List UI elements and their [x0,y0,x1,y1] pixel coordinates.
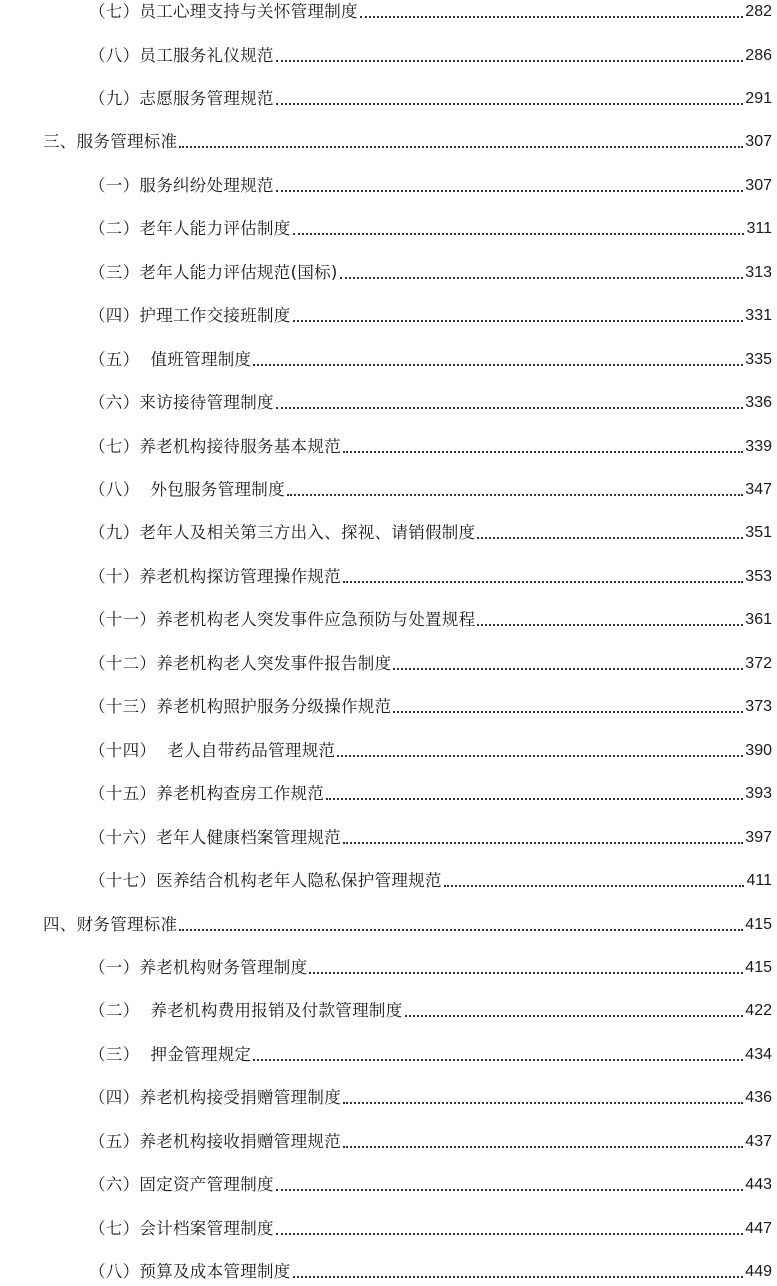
toc-dot-leader [287,494,743,496]
toc-page-number: 415 [745,958,772,976]
toc-entry-title: （九）老年人及相关第三方出入、探视、请销假制度 [89,523,476,543]
toc-subsection-entry [89,37,772,67]
toc-dot-leader [343,581,743,583]
toc-dot-leader [343,1102,743,1104]
toc-page-number: 347 [745,481,772,498]
toc-subsection-entry [89,428,772,458]
toc-entry-title: （十）养老机构探访管理操作规范 [89,566,341,586]
toc-dot-leader [340,277,744,279]
toc-entry-title: 四、财务管理标准 [43,914,178,934]
toc-subsection-entry [89,992,772,1022]
toc-subsection-entry [89,341,772,371]
toc-subsection-entry [89,0,772,23]
toc-page-number: 361 [745,611,772,629]
toc-entry-title: （四）护理工作交接班制度 [89,306,291,326]
toc-entry-title: （一）养老机构财务管理制度 [89,957,308,977]
toc-entry-title: （五） 值班管理制度 [89,349,252,369]
toc-page-number: 390 [745,741,772,759]
toc-dot-leader [337,755,743,757]
toc-entry-title: （六）来访接待管理制度 [89,393,274,413]
toc-entry-title: （九）志愿服务管理规范 [89,88,274,108]
toc-subsection-entry [89,1166,772,1196]
toc-entry-title: （十六）老年人健康档案管理规范 [89,827,341,847]
toc-subsection-entry [89,1036,772,1066]
toc-subsection-entry [89,1253,772,1283]
toc-page-number: 282 [745,3,772,20]
toc-subsection-entry [89,1210,772,1240]
toc-subsection-entry [89,297,772,327]
toc-entry-title: （十一）养老机构老人突发事件应急预防与处置规程 [89,610,476,630]
toc-page-number: 447 [745,1219,772,1237]
toc-entry-title: （七）会计档案管理制度 [89,1218,274,1238]
toc-subsection-entry [89,732,772,762]
toc-entry-title: （七）养老机构接待服务基本规范 [89,436,341,456]
toc-subsection-entry [89,949,772,979]
toc-page-number: 331 [745,307,772,325]
toc-subsection-entry [89,1123,772,1153]
toc-dot-leader [179,146,743,148]
toc-subsection-entry [89,80,772,110]
toc-section-entry [43,906,772,936]
toc-subsection-entry [89,775,772,805]
toc-page-number: 437 [745,1132,772,1150]
toc-dot-leader [179,929,743,931]
toc-page-number: 443 [745,1176,772,1194]
toc-page-number: 397 [745,828,772,846]
toc-subsection-entry [89,862,772,892]
toc-subsection-entry [89,558,772,588]
toc-subsection-entry [89,601,772,631]
toc-page-number: 393 [745,785,772,803]
toc-dot-leader [343,842,743,844]
toc-subsection-entry [89,167,772,197]
toc-page-number: 307 [745,133,772,151]
toc-page-number: 372 [745,654,772,672]
toc-dot-leader [343,1146,743,1148]
toc-page-number: 436 [745,1089,772,1107]
toc-subsection-entry [89,819,772,849]
toc-entry-title: 三、服务管理标准 [43,132,178,152]
toc-entry-title: （六）固定资产管理制度 [89,1175,274,1195]
toc-entry-title: （三） 押金管理规定 [89,1044,252,1064]
toc-page-number: 286 [745,46,772,64]
toc-dot-leader [293,233,745,235]
toc-dot-leader [405,1015,744,1017]
toc-dot-leader [444,885,745,887]
toc-dot-leader [293,1276,744,1278]
toc-subsection-entry [89,688,772,718]
toc-dot-leader [477,537,743,539]
toc-subsection-entry [89,210,772,240]
toc-page-number: 449 [745,1263,772,1281]
toc-entry-title: （十七）医养结合机构老年人隐私保护管理规范 [89,871,442,890]
toc-section-entry [43,123,772,153]
toc-entry-title: （四）养老机构接受捐赠管理制度 [89,1088,341,1108]
toc-entry-title: （十二）养老机构老人突发事件报告制度 [89,653,392,673]
toc-page-number: 373 [745,698,772,716]
toc-dot-leader [276,60,743,62]
toc-dot-leader [343,451,743,453]
toc-dot-leader [253,364,743,366]
toc-page-number: 339 [745,437,772,455]
toc-dot-leader [276,103,743,105]
toc-page-number: 411 [746,872,772,889]
toc-entry-title: （二） 养老机构费用报销及付款管理制度 [89,1001,403,1021]
toc-dot-leader [360,16,743,18]
toc-dot-leader [276,1233,743,1235]
toc-subsection-entry [89,1079,772,1109]
toc-entry-title: （一）服务纠纷处理规范 [89,175,274,195]
toc-dot-leader [276,1189,743,1191]
toc-entry-title: （十三）养老机构照护服务分级操作规范 [89,697,392,717]
toc-page-number: 291 [745,89,772,107]
toc-dot-leader [253,1059,743,1061]
toc-dot-leader [393,668,743,670]
toc-dot-leader [309,972,743,974]
toc-entry-title: （五）养老机构接收捐赠管理规范 [89,1131,341,1151]
toc-dot-leader [393,711,743,713]
toc-subsection-entry [89,645,772,675]
toc-dot-leader [326,798,743,800]
toc-entry-title: （十五）养老机构查房工作规范 [89,784,325,804]
toc-entry-title: （七）员工心理支持与关怀管理制度 [89,2,358,21]
toc-entry-title: （八）预算及成本管理制度 [89,1262,291,1282]
toc-page-number: 336 [745,394,772,412]
toc-dot-leader [293,320,744,322]
toc-entry-title: （八） 外包服务管理制度 [89,480,285,499]
toc-subsection-entry [89,254,772,284]
toc-subsection-entry [89,514,772,544]
toc-dot-leader [276,407,743,409]
toc-page-number: 311 [746,220,772,238]
toc-subsection-entry [89,471,772,501]
toc-page-number: 422 [745,1002,772,1020]
toc-page-number: 335 [745,350,772,368]
toc-page-number: 415 [745,915,772,933]
toc-page-number: 351 [745,524,772,542]
toc-subsection-entry [89,384,772,414]
toc-page-number: 353 [745,567,772,585]
toc-entry-title: （三）老年人能力评估规范(国标) [89,262,338,282]
toc-entry-title: （十四） 老人自带药品管理规范 [89,740,336,760]
toc-entry-title: （二）老年人能力评估制度 [89,219,291,239]
toc-dot-leader [276,190,743,192]
toc-entry-title: （八）员工服务礼仪规范 [89,45,274,65]
toc-page-number: 434 [745,1045,772,1063]
toc-page-number: 313 [745,263,772,281]
toc-dot-leader [477,624,743,626]
toc-page-number: 307 [745,176,772,194]
